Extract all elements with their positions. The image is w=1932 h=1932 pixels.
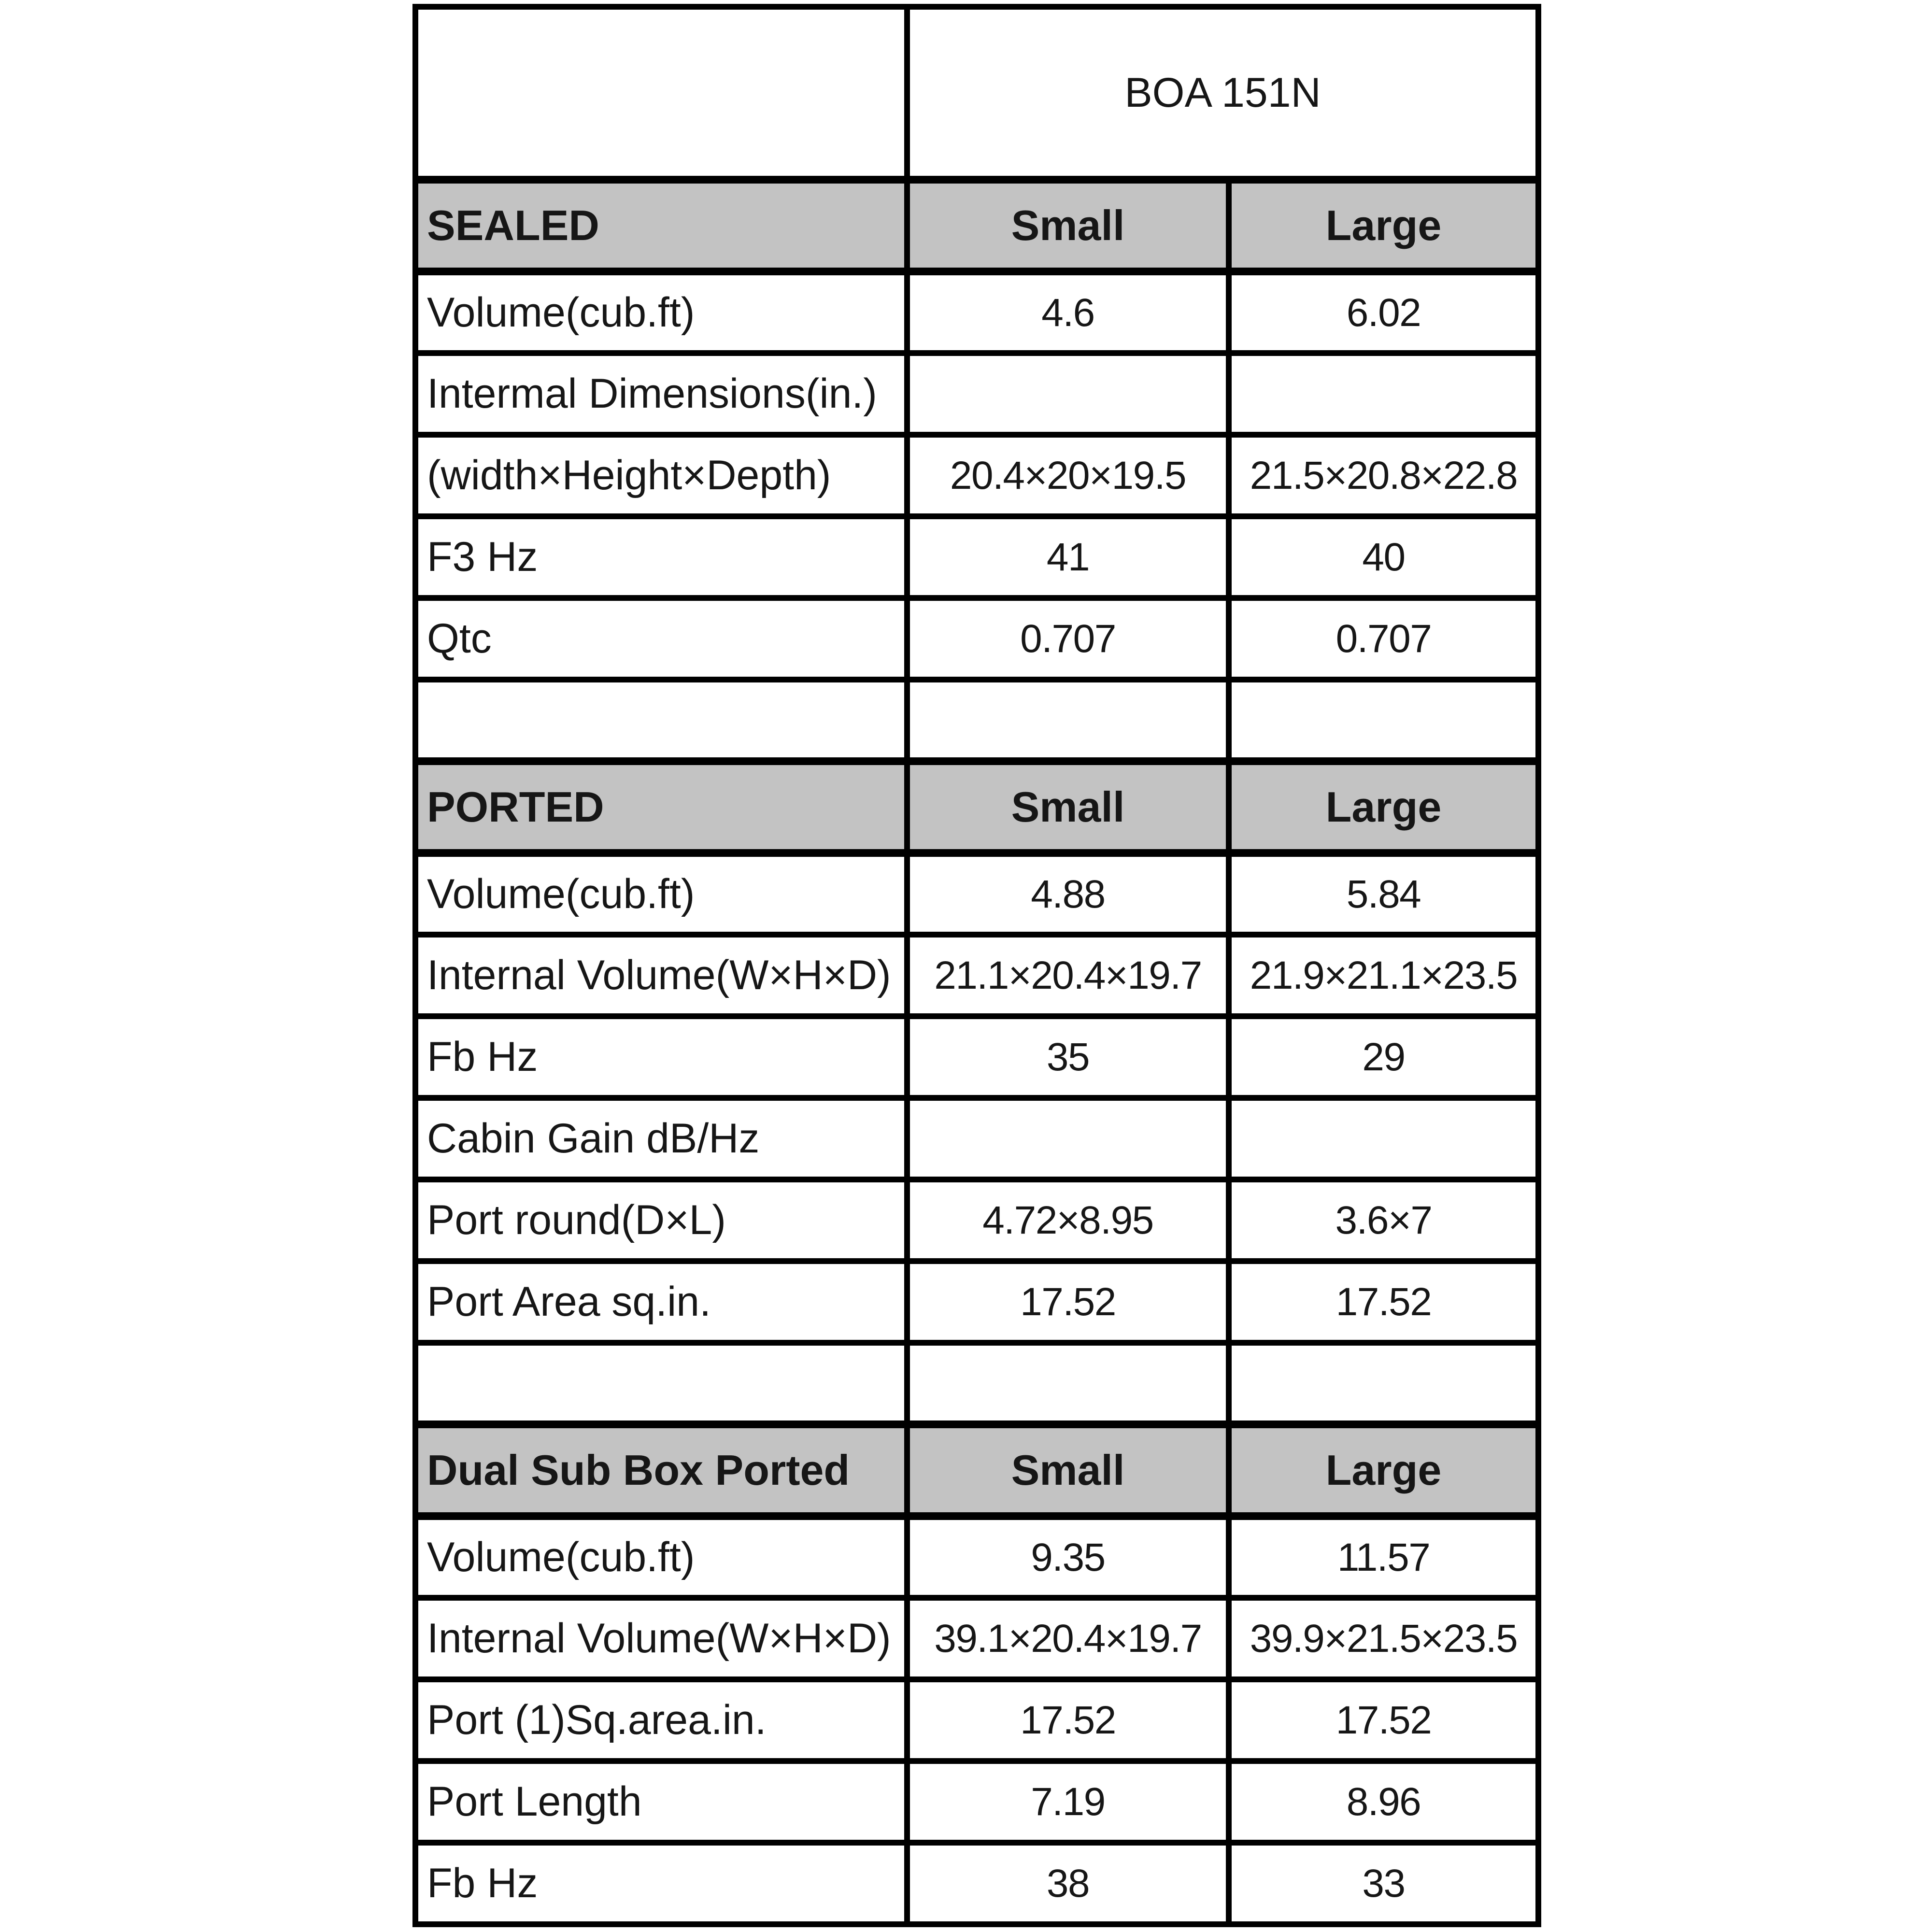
spec-row [415, 353, 1538, 435]
spec-row [415, 935, 1538, 1016]
box-specs-table [412, 4, 1541, 1927]
spec-row [415, 1516, 1538, 1598]
spacer-cell [415, 680, 907, 761]
spec-value-large-cell: 33 [1229, 1843, 1538, 1924]
product-name-cell: BOA 151N [907, 7, 1538, 180]
spec-value-small-cell: 38 [907, 1843, 1229, 1924]
section-title-cell: PORTED [415, 761, 907, 853]
spacer-row [415, 680, 1538, 761]
spec-value-small-cell: 4.88 [907, 853, 1229, 935]
spec-label-cell: Port (1)Sq.area.in. [415, 1679, 907, 1761]
spec-row [415, 516, 1538, 598]
spec-row [415, 1598, 1538, 1679]
spec-row [415, 1098, 1538, 1179]
spec-value-large-cell: 17.52 [1229, 1679, 1538, 1761]
spec-value-large-cell: 0.707 [1229, 598, 1538, 680]
spec-row [415, 1179, 1538, 1261]
spec-label-cell: Fb Hz [415, 1843, 907, 1924]
corner-cell [415, 7, 907, 180]
spec-value-small-cell: 17.52 [907, 1261, 1229, 1343]
spacer-cell [1229, 1343, 1538, 1424]
column-header-large-cell: Large [1229, 761, 1538, 853]
spec-value-small-cell: 41 [907, 516, 1229, 598]
spec-label-cell: Volume(cub.ft) [415, 271, 907, 353]
spec-value-small-cell: 17.52 [907, 1679, 1229, 1761]
spec-value-large-cell: 21.9×21.1×23.5 [1229, 935, 1538, 1016]
column-header-small-cell: Small [907, 761, 1229, 853]
spacer-cell [907, 680, 1229, 761]
section-title-cell: Dual Sub Box Ported [415, 1424, 907, 1516]
column-header-large-cell: Large [1229, 180, 1538, 271]
spec-value-small-cell: 9.35 [907, 1516, 1229, 1598]
spec-label-cell: Volume(cub.ft) [415, 853, 907, 935]
spec-value-large-cell: 3.6×7 [1229, 1179, 1538, 1261]
spec-value-large-cell: 8.96 [1229, 1761, 1538, 1843]
spec-value-large-cell [1229, 1098, 1538, 1179]
section-header-row-dual-sub-box-ported [415, 1424, 1538, 1516]
spacer-cell [1229, 680, 1538, 761]
spec-label-cell: Port Length [415, 1761, 907, 1843]
spec-row [415, 1761, 1538, 1843]
spec-value-large-cell: 29 [1229, 1016, 1538, 1098]
spec-value-small-cell: 0.707 [907, 598, 1229, 680]
spec-label-cell: Fb Hz [415, 1016, 907, 1098]
spec-value-small-cell: 4.72×8.95 [907, 1179, 1229, 1261]
spec-label-cell: (width×Height×Depth) [415, 435, 907, 516]
spec-label-cell: Volume(cub.ft) [415, 1516, 907, 1598]
spacer-cell [415, 1343, 907, 1424]
spec-row [415, 1679, 1538, 1761]
spec-label-cell: Internal Volume(W×H×D) [415, 1598, 907, 1679]
spec-row [415, 598, 1538, 680]
spec-value-large-cell: 5.84 [1229, 853, 1538, 935]
spec-sheet [412, 4, 1541, 1927]
spec-row [415, 853, 1538, 935]
section-title-cell: SEALED [415, 180, 907, 271]
spacer-cell [907, 1343, 1229, 1424]
column-header-small-cell: Small [907, 1424, 1229, 1516]
spacer-row [415, 1343, 1538, 1424]
product-header-row [415, 7, 1538, 180]
spec-label-cell: Cabin Gain dB/Hz [415, 1098, 907, 1179]
column-header-small-cell: Small [907, 180, 1229, 271]
spec-value-large-cell: 21.5×20.8×22.8 [1229, 435, 1538, 516]
spec-row [415, 1843, 1538, 1924]
spec-row [415, 1016, 1538, 1098]
spec-value-large-cell: 39.9×21.5×23.5 [1229, 1598, 1538, 1679]
section-header-row-ported [415, 761, 1538, 853]
spec-value-large-cell: 11.57 [1229, 1516, 1538, 1598]
spec-label-cell: Port Area sq.in. [415, 1261, 907, 1343]
spec-value-small-cell: 7.19 [907, 1761, 1229, 1843]
spec-value-large-cell: 40 [1229, 516, 1538, 598]
spec-label-cell: Port round(D×L) [415, 1179, 907, 1261]
spec-value-small-cell: 21.1×20.4×19.7 [907, 935, 1229, 1016]
spec-row [415, 271, 1538, 353]
spec-label-cell: Internal Volume(W×H×D) [415, 935, 907, 1016]
spec-value-small-cell [907, 353, 1229, 435]
spec-value-small-cell: 4.6 [907, 271, 1229, 353]
spec-value-large-cell: 6.02 [1229, 271, 1538, 353]
spec-row [415, 435, 1538, 516]
spec-label-cell: Qtc [415, 598, 907, 680]
spec-value-large-cell [1229, 353, 1538, 435]
spec-row [415, 1261, 1538, 1343]
spec-label-cell: Intermal Dimensions(in.) [415, 353, 907, 435]
column-header-large-cell: Large [1229, 1424, 1538, 1516]
spec-value-large-cell: 17.52 [1229, 1261, 1538, 1343]
spec-value-small-cell [907, 1098, 1229, 1179]
spec-value-small-cell: 20.4×20×19.5 [907, 435, 1229, 516]
section-header-row-sealed [415, 180, 1538, 271]
spec-label-cell: F3 Hz [415, 516, 907, 598]
spec-value-small-cell: 35 [907, 1016, 1229, 1098]
spec-value-small-cell: 39.1×20.4×19.7 [907, 1598, 1229, 1679]
